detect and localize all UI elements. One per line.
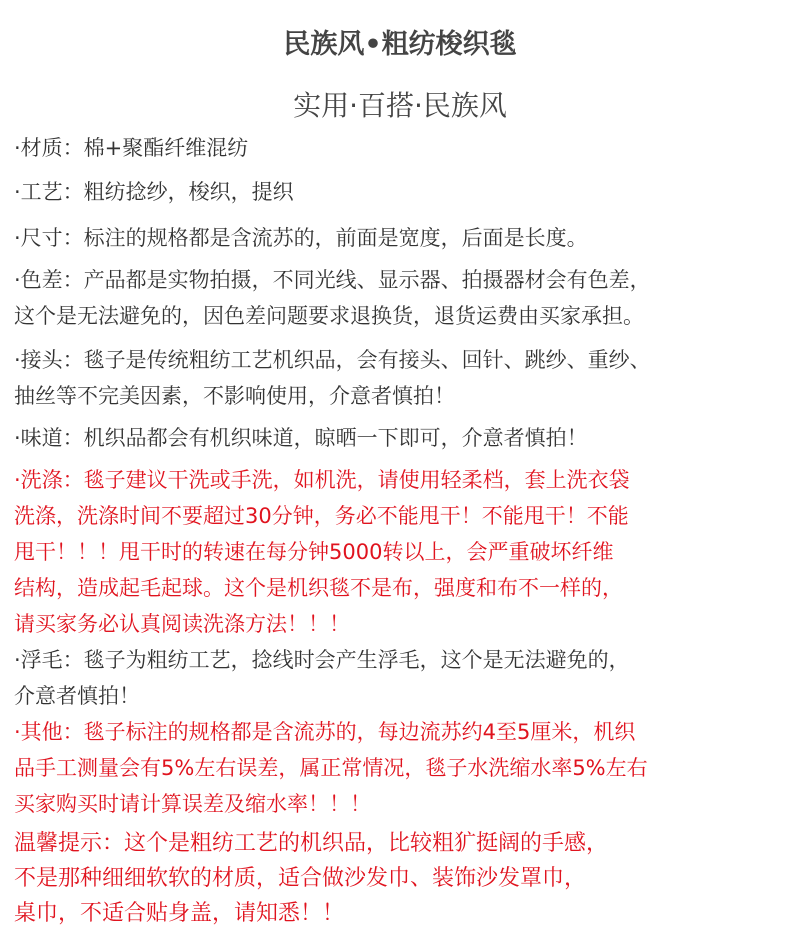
- other-line-2: 品手工测量会有5%左右误差，属正常情况，毯子水洗缩水率5%左右: [14, 756, 648, 780]
- color-diff-paragraph: [14, 262, 794, 334]
- reminder-line-2: 不是那种细细软软的材质，适合做沙发巾、装饰沙发罩巾，: [14, 866, 587, 891]
- other-line-3: 买家购买时请计算误差及缩水率！！！: [14, 792, 371, 816]
- joints-paragraph: [14, 342, 794, 414]
- smell-paragraph: [14, 420, 794, 456]
- joints-line-2: 抽丝等不完美因素，不影响使用，介意者慎拍！: [14, 384, 455, 408]
- washing-line-5: 请买家务必认真阅读洗涤方法！！！: [14, 612, 350, 636]
- joints-line-1: ·接头：毯子是传统粗纺工艺机织品，会有接头、回针、跳纱、重纱、: [14, 348, 651, 372]
- fuzz-line-2: 介意者慎拍！: [14, 684, 140, 708]
- washing-paragraph: [14, 462, 794, 642]
- craft-line: ·工艺：粗纺捻纱，梭织，提织: [14, 180, 294, 204]
- other-line-1: ·其他：毯子标注的规格都是含流苏的，每边流苏约4至5厘米，机织: [14, 720, 636, 744]
- washing-line-4: 结构，造成起毛起球。这个是机织毯不是布，强度和布不一样的，: [14, 576, 623, 600]
- page-title: 民族风•粗纺梭织毯: [283, 29, 517, 60]
- reminder-line-3: 桌巾，不适合贴身盖，请知悉！！: [14, 901, 345, 926]
- washing-line-1: ·洗涤：毯子建议干洗或手洗，如机洗，请使用轻柔档，套上洗衣袋: [14, 468, 630, 492]
- page-subtitle: 实用·百搭·民族风: [293, 89, 507, 122]
- color-diff-line-1: ·色差：产品都是实物拍摄，不同光线、显示器、拍摄器材会有色差，: [14, 268, 651, 292]
- color-diff-line-2: 这个是无法避免的，因色差问题要求退换货，退货运费由买家承担。: [14, 304, 644, 328]
- washing-line-3: 甩干！！！甩干时的转速在每分钟5000转以上，会严重破坏纤维: [14, 540, 614, 564]
- size-paragraph: [14, 220, 794, 256]
- smell-line: ·味道：机织品都会有机织味道，晾晒一下即可，介意者慎拍！: [14, 426, 588, 450]
- other-paragraph: [14, 714, 794, 822]
- washing-line-2: 洗涤，洗涤时间不要超过30分钟，务必不能甩干！不能甩干！不能: [14, 504, 629, 528]
- craft-paragraph: [14, 174, 794, 210]
- size-line: ·尺寸：标注的规格都是含流苏的，前面是宽度，后面是长度。: [14, 226, 588, 250]
- reminder-line-1: 温馨提示：这个是粗纺工艺的机织品，比较粗犷挺阔的手感，: [14, 831, 609, 856]
- fuzz-line-1: ·浮毛：毯子为粗纺工艺，捻线时会产生浮毛，这个是无法避免的，: [14, 648, 630, 672]
- material-line: ·材质：棉+聚酯纤维混纺: [14, 136, 249, 160]
- material-paragraph: [14, 130, 794, 166]
- reminder-paragraph: [14, 826, 794, 931]
- fuzz-paragraph: [14, 642, 794, 714]
